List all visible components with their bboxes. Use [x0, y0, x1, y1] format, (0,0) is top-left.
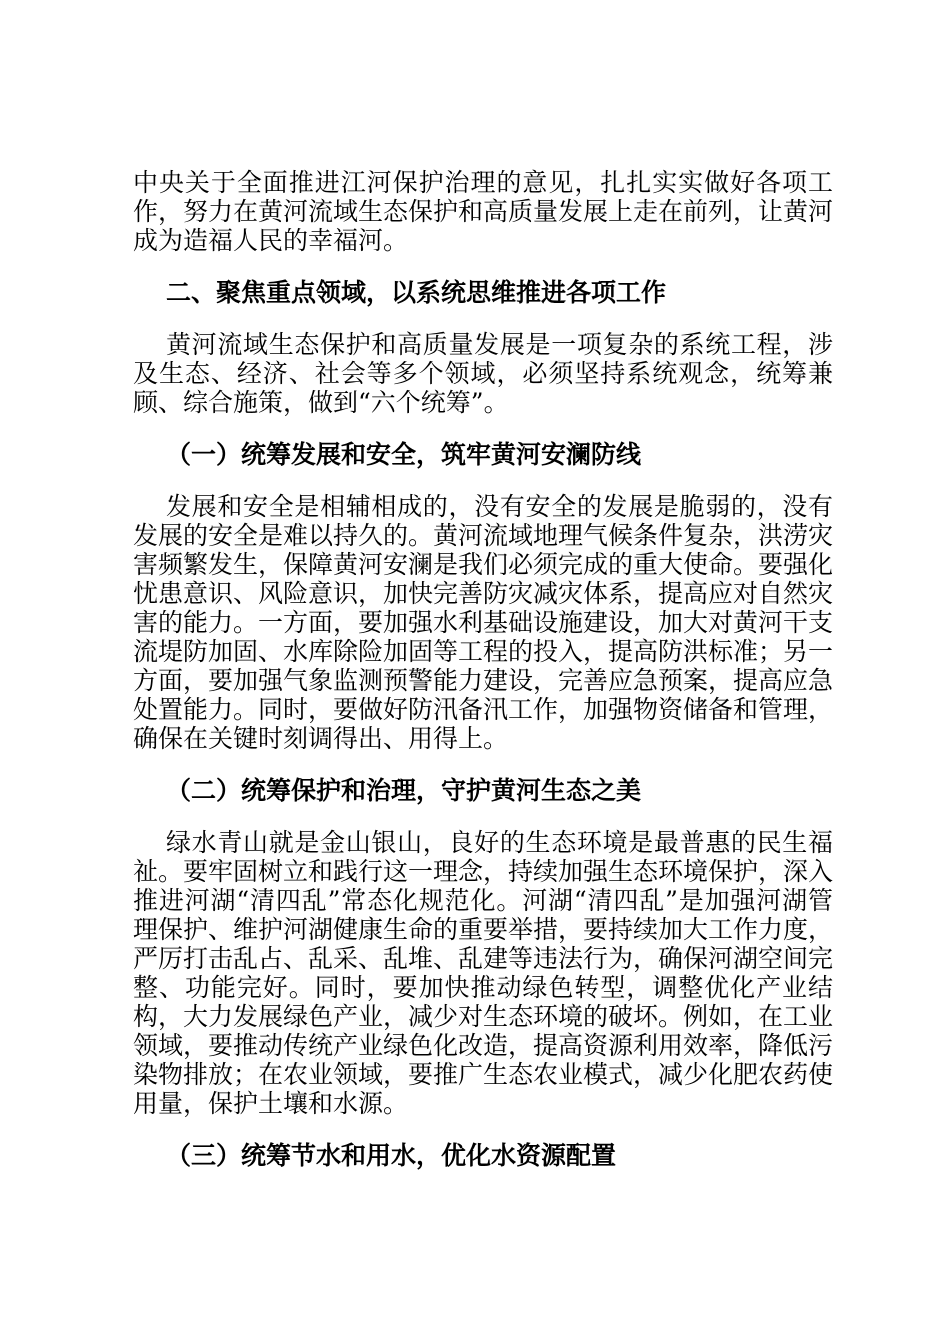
section-heading-2: 二、聚焦重点领域，以系统思维推进各项工作: [166, 278, 667, 307]
subsection-heading-3: （三）统筹节水和用水，优化水资源配置: [166, 1141, 617, 1170]
paragraph-intro-continuation: 中央关于全面推进江河保护治理的意见，扎扎实实做好各项工作，努力在黄河流域生态保护和高质量发展上走在前列，让黄河成为造福人民的幸福河。: [133, 168, 834, 255]
subsection-heading-2: （二）统筹保护和治理，守护黄河生态之美: [166, 776, 642, 805]
subsection-heading-1: （一）统筹发展和安全，筑牢黄河安澜防线: [166, 440, 642, 469]
paragraph-system-overview: 黄河流域生态保护和高质量发展是一项复杂的系统工程，涉及生态、经济、社会等多个领域，必须坚持系统观念，统筹兼顾、综合施策，做到“六个统筹”。: [133, 330, 833, 417]
paragraph-development-security: 发展和安全是相辅相成的，没有安全的发展是脆弱的，没有发展的安全是难以持久的。黄河流域地理气候条件复杂，洪涝灾害频繁发生，保障黄河安澜是我们必须完成的重大使命。要强化忧患意识、风险意识，加快完善防灾减灾体系，提高应对自然灾害的能力。一方面，要加强水利基础设施建设，加大对黄河干支流堤防加固、水库除险加固等工程的投入，提高防洪标准；另一方面，要加强气象监测预警能力建设，完善应急预案，提高应急处置能力。同时，要做好防汛备汛工作，加强物资储备和管理，确保在关键时刻调得出、用得上。: [133, 492, 834, 753]
document-page: [133, 168, 833, 1170]
paragraph-protection-governance: 绿水青山就是金山银山，良好的生态环境是最普惠的民生福祉。要牢固树立和践行这一理念，持续加强生态环境保护，深入推进河湖“清四乱”常态化规范化。河湖“清四乱”是加强河湖管理保护、维护河湖健康生命的重要举措，要持续加大工作力度，严厉打击乱占、乱采、乱堆、乱建等违法行为，确保河湖空间完整、功能完好。同时，要加快推动绿色转型，调整优化产业结构，大力发展绿色产业，减少对生态环境的破坏。例如，在工业领域，要推动传统产业绿色化改造，提高资源利用效率，降低污染物排放；在农业领域，要推广生态农业模式，减少化肥农药使用量，保护土壤和水源。: [133, 828, 834, 1118]
